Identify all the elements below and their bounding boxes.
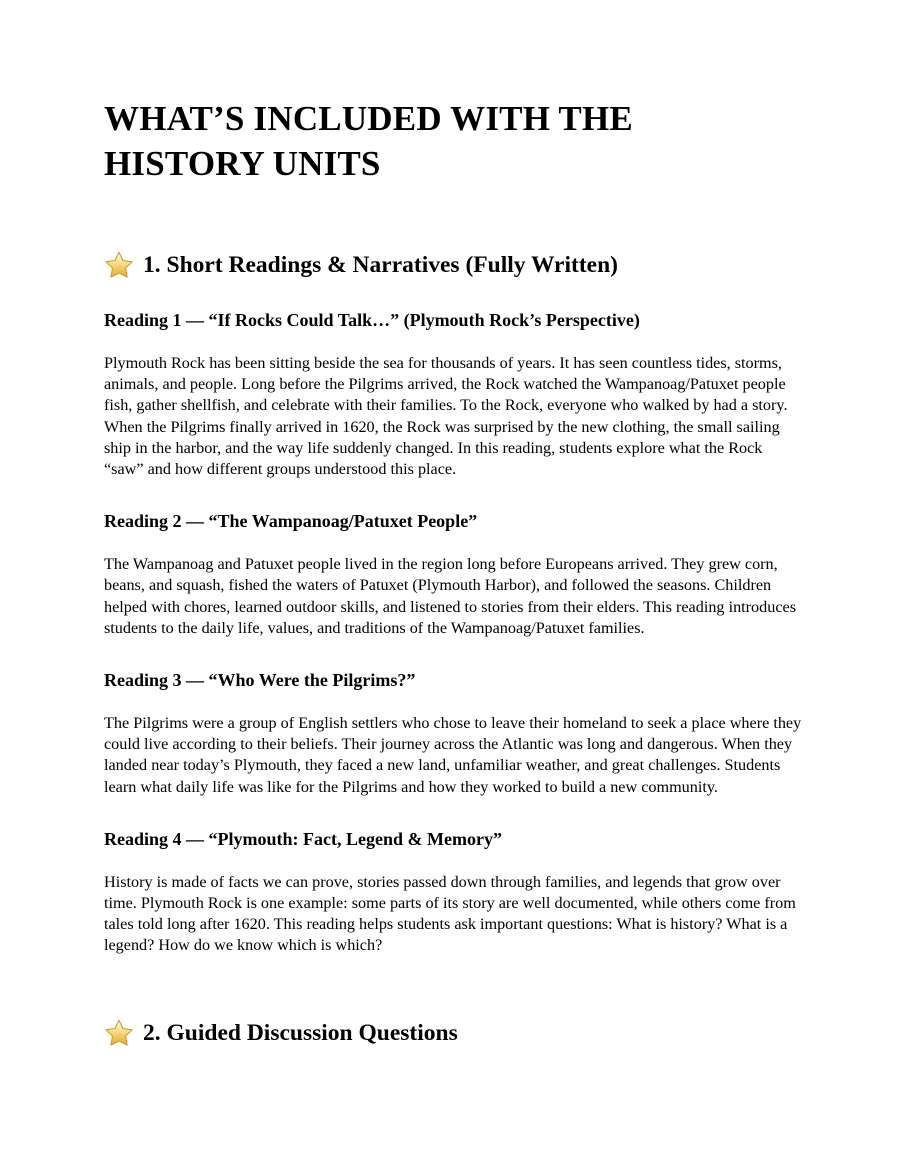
section-heading-label: 2. Guided Discussion Questions <box>143 1019 458 1046</box>
reading-body-4: History is made of facts we can prove, stories passed down through families, and legends that grow over time. Plymouth Rock is one example: some parts of its story are well documented, while others come from tales told long after 1620. This reading helps students ask important questions: What is history? What is a legend? How do we know which is which? <box>104 872 796 955</box>
spacer <box>104 480 805 509</box>
spacer <box>104 692 805 713</box>
section-heading-label: 1. Short Readings & Narratives (Fully Written) <box>143 252 618 278</box>
reading-body-3: The Pilgrims were a group of English settlers who chose to leave their homeland to seek a place where they could live according to their beliefs. Their journey across the Atlantic was long and dangerous. When they landed near today’s Plymouth, they faced a new land, unfamiliar weather, and great challenges. Students learn what daily life was like for the Pilgrims and how they worked to build a new community. <box>104 714 802 796</box>
reading-body-1: Plymouth Rock has been sitting beside the sea for thousands of years. It has seen countless tides, storms, animals, and people. Long before the Pilgrims arrived, the Rock watched the Wampanoag/Patuxet people fish, gather shellfish, and celebrate with their families. To the Rock, everyone who walked by had a story. When the Pilgrims finally arrived in 1620, the Rock was surprised by the new clothing, the small sailing ship in the harbor, and the way life suddenly changed. In this reading, students explore what the Rock “saw” and how different groups understood this place. <box>104 354 788 479</box>
page-title: WHAT’S INCLUDED WITH THE HISTORY UNITS <box>104 99 633 183</box>
reading-heading-4: Reading 4 — “Plymouth: Fact, Legend & Memory” <box>104 828 502 849</box>
reading-heading-2: Reading 2 — “The Wampanoag/Patuxet People” <box>104 511 478 532</box>
spacer <box>104 957 805 1018</box>
reading-heading-1: Reading 1 — “If Rocks Could Talk…” (Plymouth Rock’s Perspective) <box>104 310 640 330</box>
spacer <box>104 332 805 353</box>
section-heading-2 <box>104 1018 805 1048</box>
spacer <box>104 280 805 308</box>
spacer <box>104 851 805 872</box>
reading-heading-3: Reading 3 — “Who Were the Pilgrims?” <box>104 670 416 691</box>
star-icon <box>104 250 134 280</box>
spacer <box>104 798 805 827</box>
star-icon <box>104 1018 134 1048</box>
spacer <box>104 639 805 668</box>
spacer <box>104 186 805 250</box>
section-heading-1 <box>104 250 805 280</box>
spacer <box>104 533 805 554</box>
reading-body-2: The Wampanoag and Patuxet people lived in the region long before Europeans arrived. They grew corn, beans, and squash, fished the waters of Patuxet (Plymouth Harbor), and followed the seasons. Children helped with chores, learned outdoor skills, and listened to stories from their elders. This reading introduces students to the daily life, values, and traditions of the Wampanoag/Patuxet families. <box>104 555 796 637</box>
